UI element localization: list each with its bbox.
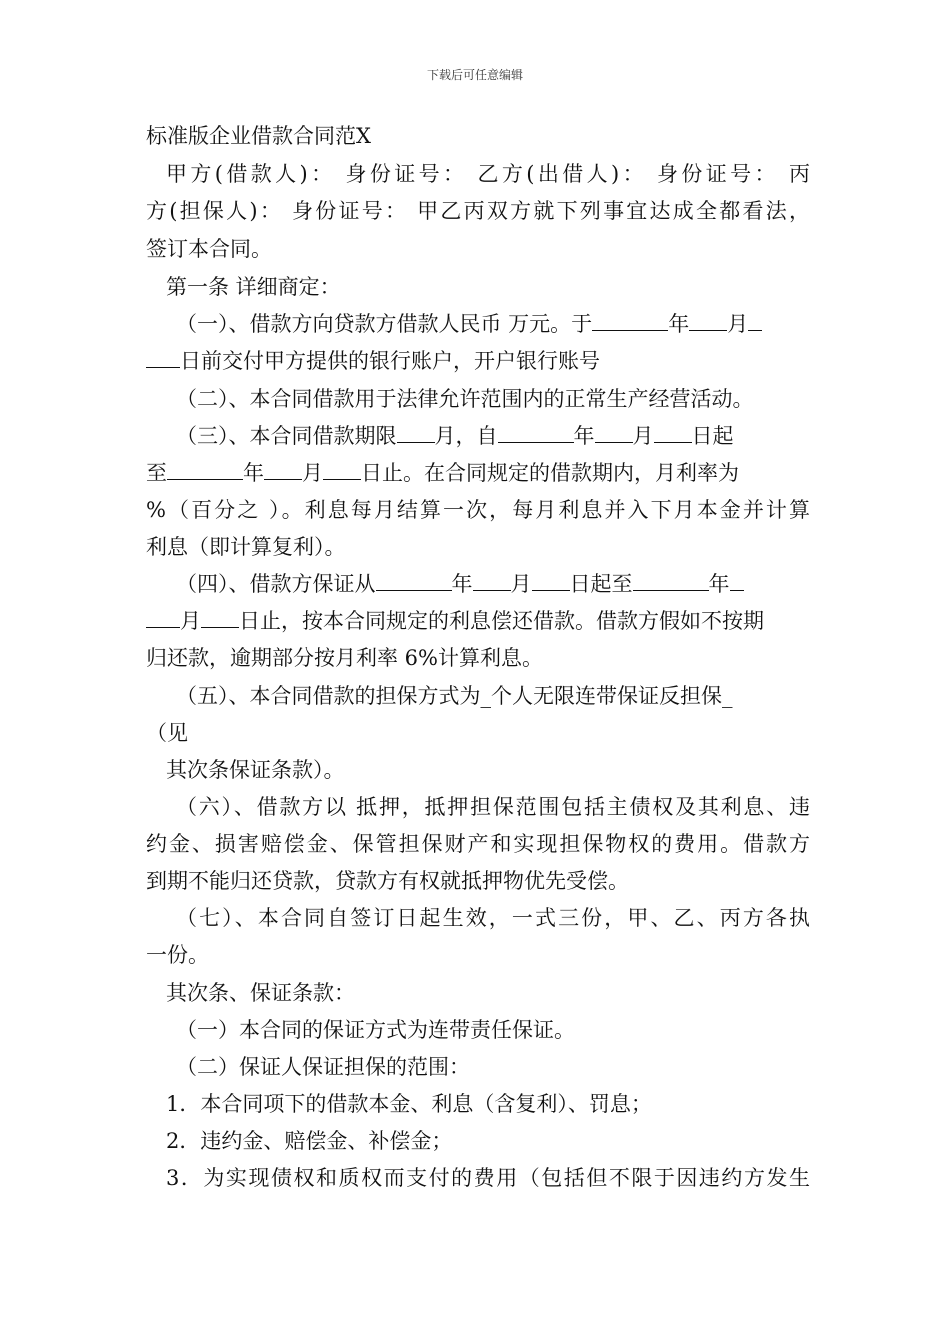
page-header: 下载后可任意编辑	[426, 68, 523, 82]
clause-text: （一）、借款方向贷款方借款人民币 万元。于	[176, 312, 593, 336]
blank-line	[264, 459, 302, 480]
blank-line	[473, 570, 511, 591]
blank-line	[633, 570, 709, 591]
clause-text: 日起	[691, 424, 734, 448]
clause-text: 月	[632, 424, 654, 448]
blank-line	[397, 422, 435, 443]
clause-text: 年	[708, 572, 730, 596]
blank-line	[595, 422, 633, 443]
clause-3-line-1	[176, 422, 840, 450]
guarantee-2-item-2: 2．违约金、赔偿金、补偿金；	[166, 1129, 453, 1153]
clause-text: 年	[451, 572, 473, 596]
clause-1-line-1	[176, 310, 840, 338]
blank-line	[748, 310, 762, 331]
clause-text: 日止。在合同规定的借款期内，月利率为	[361, 461, 739, 485]
parties-line-3: 签订本合同。	[146, 237, 272, 261]
clause-text: 年	[243, 461, 264, 485]
clause-5-line-1: （五）、本合同借款的担保方式为_个人无限连带保证反担保_	[176, 684, 733, 708]
document-title: 标准版企业借款合同范X	[146, 124, 371, 148]
blank-line	[146, 607, 180, 628]
clause-6-line-1: （六）、借款方以 抵押，抵押担保范围包括主债权及其利息、违	[176, 795, 810, 819]
clause-6-line-3: 到期不能归还贷款，贷款方有权就抵押物优先受偿。	[146, 869, 629, 893]
article-1-title: 第一条 详细商定：	[166, 275, 341, 299]
clause-text: 至	[146, 461, 167, 485]
clause-text: 月	[180, 609, 201, 633]
blank-line	[689, 310, 727, 331]
clause-5-line-3: 其次条保证条款）。	[166, 758, 345, 782]
clause-text: 日止，按本合同规定的利息偿还借款。借款方假如不按期	[239, 609, 764, 633]
blank-line	[167, 459, 243, 480]
clause-4-line-1	[176, 570, 840, 598]
clause-3-line-2	[146, 459, 810, 487]
clause-4-line-2	[146, 607, 810, 635]
guarantee-2-item-1: 1．本合同项下的借款本金、利息（含复利）、罚息；	[166, 1092, 652, 1116]
clause-text: （四）、借款方保证从	[176, 572, 376, 596]
blank-line	[498, 422, 574, 443]
clause-2: （二）、本合同借款用于法律允许范围内的正常生产经营活动。	[176, 387, 754, 411]
clause-4-line-3: 归还款，逾期部分按月利率 6%计算利息。	[146, 646, 543, 670]
clause-text: 月	[302, 461, 323, 485]
guarantee-2: （二）保证人保证担保的范围：	[176, 1055, 470, 1079]
clause-text: 日前交付甲方提供的银行账户，开户银行账号	[180, 349, 600, 373]
guarantee-2-item-3: 3．为实现债权和质权而支付的费用（包括但不限于因违约方发生	[166, 1166, 810, 1190]
clause-3-line-3: %（百分之 ）。利息每月结算一次，每月利息并入下月本金并计算	[146, 498, 810, 522]
blank-line	[730, 570, 744, 591]
clause-text: 月	[510, 572, 532, 596]
clause-7-line-1: （七）、本合同自签订日起生效，一式三份，甲、乙、丙方各执	[176, 906, 810, 930]
clause-1-line-2	[146, 347, 810, 375]
clause-text: 年	[573, 424, 595, 448]
blank-line	[323, 459, 361, 480]
clause-text: 日起至	[569, 572, 633, 596]
clause-6-line-2: 约金、损害赔偿金、保管担保财产和实现担保物权的费用。借款方	[146, 832, 810, 856]
parties-line-2: 方(担保人)： 身份证号： 甲乙丙双方就下列事宜达成全都看法，	[146, 199, 810, 223]
blank-line	[654, 422, 692, 443]
blank-line	[592, 310, 668, 331]
clause-5-line-2: （见	[146, 721, 188, 745]
clause-3-line-4: 利息（即计算复利）。	[146, 535, 346, 559]
blank-line	[532, 570, 570, 591]
blank-line	[201, 607, 239, 628]
clause-7-line-2: 一份。	[146, 943, 209, 967]
blank-line	[146, 347, 180, 368]
clause-text: 年	[668, 312, 690, 336]
article-2-title: 其次条、保证条款：	[166, 981, 355, 1005]
clause-text: 月，自	[434, 424, 498, 448]
clause-text: （三）、本合同借款期限	[176, 424, 397, 448]
blank-line	[376, 570, 452, 591]
parties-line-1: 甲方(借款人)： 身份证号： 乙方(出借人)： 身份证号： 丙	[166, 162, 810, 186]
clause-text: 月	[727, 312, 749, 336]
guarantee-1: （一）本合同的保证方式为连带责任保证。	[176, 1018, 575, 1042]
